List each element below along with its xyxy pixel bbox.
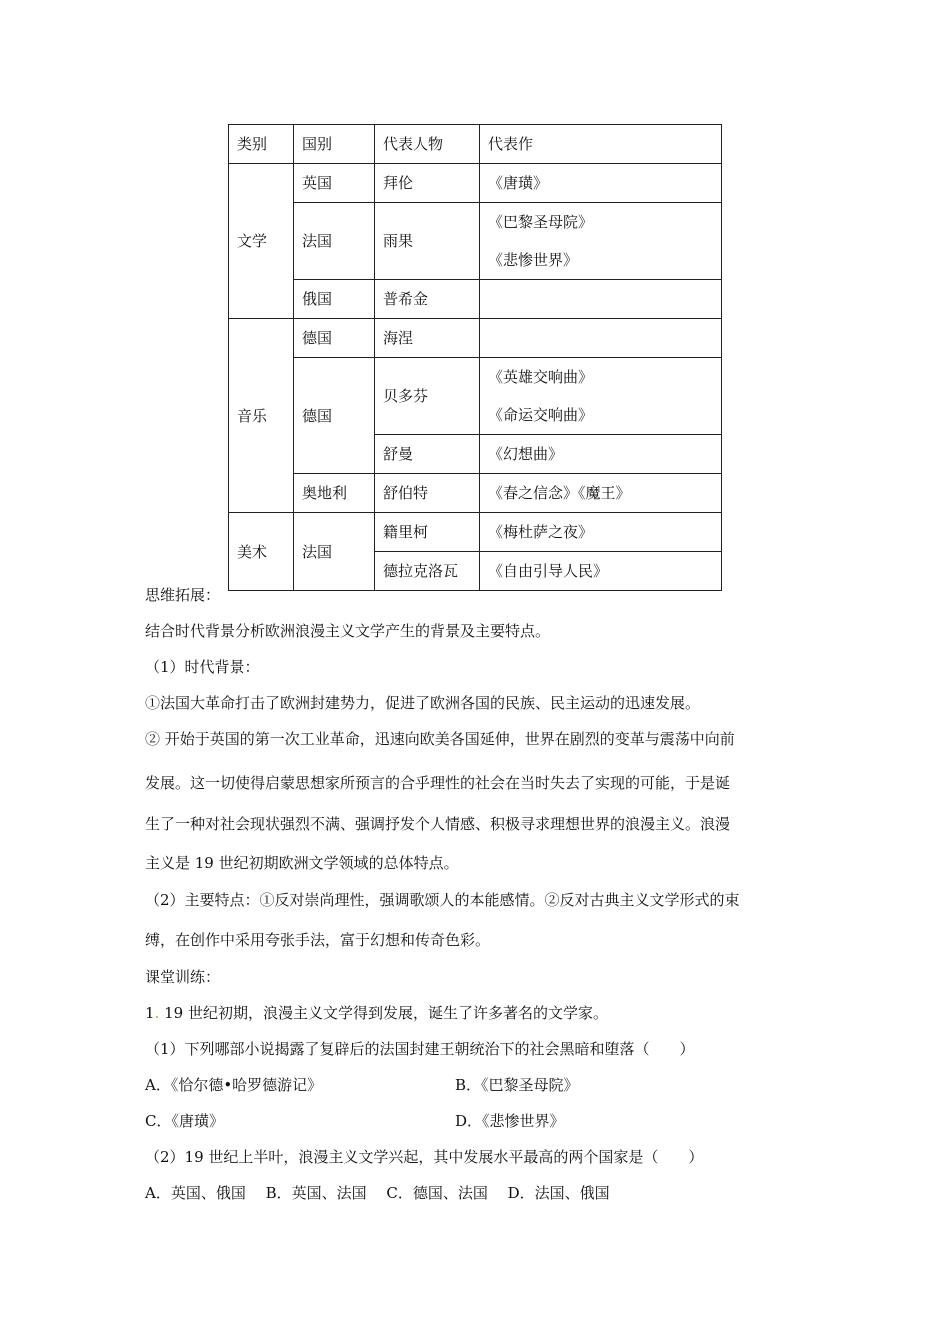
work-title: 《巴黎圣母院》 bbox=[488, 213, 594, 231]
category-cell: 文学 bbox=[229, 164, 294, 319]
table-row bbox=[229, 474, 722, 513]
table-row bbox=[229, 280, 722, 319]
work-title: 《命运交响曲》 bbox=[488, 406, 594, 424]
work-title: 《英雄交响曲》 bbox=[488, 368, 594, 386]
option-d: D．《悲惨世界》 bbox=[455, 1112, 565, 1130]
question-stem bbox=[145, 1003, 608, 1023]
option-a: A．《恰尔德•哈罗德游记》 bbox=[145, 1076, 323, 1094]
person-cell: 德拉克洛瓦 bbox=[375, 552, 480, 591]
header-category: 类别 bbox=[229, 125, 294, 164]
works-cell: 《唐璜》 bbox=[480, 164, 722, 203]
table-row bbox=[229, 203, 722, 280]
paragraph-text: 缚，在创作中采用夸张手法，富于幻想和传奇色彩。 bbox=[145, 931, 491, 949]
question-text: （1）下列哪部小说揭露了复辟后的法国封建王朝统治下的社会黑暗和堕落（ ） bbox=[145, 1040, 695, 1058]
works-cell bbox=[480, 358, 722, 435]
question-text: 19 世纪初期，浪漫主义文学得到发展，诞生了许多著名的文学家。 bbox=[159, 1004, 608, 1022]
country-cell: 德国 bbox=[294, 358, 375, 474]
person-cell: 舒伯特 bbox=[375, 474, 480, 513]
works-cell: 《幻想曲》 bbox=[480, 435, 722, 474]
header-person: 代表人物 bbox=[375, 125, 480, 164]
header-works: 代表作 bbox=[480, 125, 722, 164]
paragraph-text: ② 开始于英国的第一次工业革命，迅速向欧美各国延伸，世界在剧烈的变革与震荡中向前 bbox=[145, 730, 735, 748]
question-text: （2）19 世纪上半叶，浪漫主义文学兴起，其中发展水平最高的两个国家是（ ） bbox=[145, 1148, 704, 1166]
paragraph-text: 生了一种对社会现状强烈不满、强调抒发个人情感、积极寻求理想世界的浪漫主义。浪漫 bbox=[145, 815, 731, 833]
person-cell: 海涅 bbox=[375, 319, 480, 358]
country-cell: 奥地利 bbox=[294, 474, 375, 513]
works-cell bbox=[480, 319, 722, 358]
table-row bbox=[229, 319, 722, 358]
country-cell: 俄国 bbox=[294, 280, 375, 319]
question-options: A．英国、俄国 B．英国、法国 C．德国、法国 D．法国、俄国 bbox=[145, 1184, 610, 1202]
romanticism-table bbox=[228, 124, 722, 591]
section-heading-practice: 课堂训练： bbox=[145, 968, 221, 986]
table-header-row bbox=[229, 125, 722, 164]
table-row bbox=[229, 358, 722, 435]
question-number: 1 bbox=[145, 1004, 155, 1022]
country-cell: 法国 bbox=[294, 203, 375, 280]
country-cell: 法国 bbox=[294, 513, 375, 591]
works-cell: 《春之信念》《魔王》 bbox=[480, 474, 722, 513]
country-cell: 英国 bbox=[294, 164, 375, 203]
table-row bbox=[229, 164, 722, 203]
category-cell: 音乐 bbox=[229, 319, 294, 513]
question-dot: . bbox=[154, 1004, 160, 1022]
person-cell: 舒曼 bbox=[375, 435, 480, 474]
person-cell: 拜伦 bbox=[375, 164, 480, 203]
category-cell: 美术 bbox=[229, 513, 294, 591]
person-cell: 贝多芬 bbox=[375, 358, 480, 435]
works-cell: 《自由引导人民》 bbox=[480, 552, 722, 591]
works-cell bbox=[480, 203, 722, 280]
works-cell: 《梅杜萨之夜》 bbox=[480, 513, 722, 552]
person-cell: 籍里柯 bbox=[375, 513, 480, 552]
work-title: 《悲惨世界》 bbox=[488, 251, 579, 269]
table-row bbox=[229, 513, 722, 552]
option-b: B．《巴黎圣母院》 bbox=[455, 1076, 579, 1094]
paragraph-text: 主义是 19 世纪初期欧洲文学领域的总体特点。 bbox=[145, 854, 459, 872]
paragraph-text: （1）时代背景： bbox=[145, 658, 260, 676]
paragraph-text: 发展。这一切使得启蒙思想家所预言的合乎理性的社会在当时失去了实现的可能，于是诞 bbox=[145, 774, 731, 792]
paragraph-text: 结合时代背景分析欧洲浪漫主义文学产生的背景及主要特点。 bbox=[145, 622, 551, 640]
paragraph-text: ①法国大革命打击了欧洲封建势力，促进了欧洲各国的民族、民主运动的迅速发展。 bbox=[145, 694, 701, 712]
header-country: 国别 bbox=[294, 125, 375, 164]
works-cell bbox=[480, 280, 722, 319]
person-cell: 雨果 bbox=[375, 203, 480, 280]
option-c: C．《唐璜》 bbox=[145, 1112, 224, 1130]
section-heading-thinking: 思维拓展： bbox=[145, 586, 221, 604]
person-cell: 普希金 bbox=[375, 280, 480, 319]
paragraph-text: （2）主要特点：①反对崇尚理性，强调歌颂人的本能感情。②反对古典主义文学形式的束 bbox=[145, 891, 740, 909]
country-cell: 德国 bbox=[294, 319, 375, 358]
